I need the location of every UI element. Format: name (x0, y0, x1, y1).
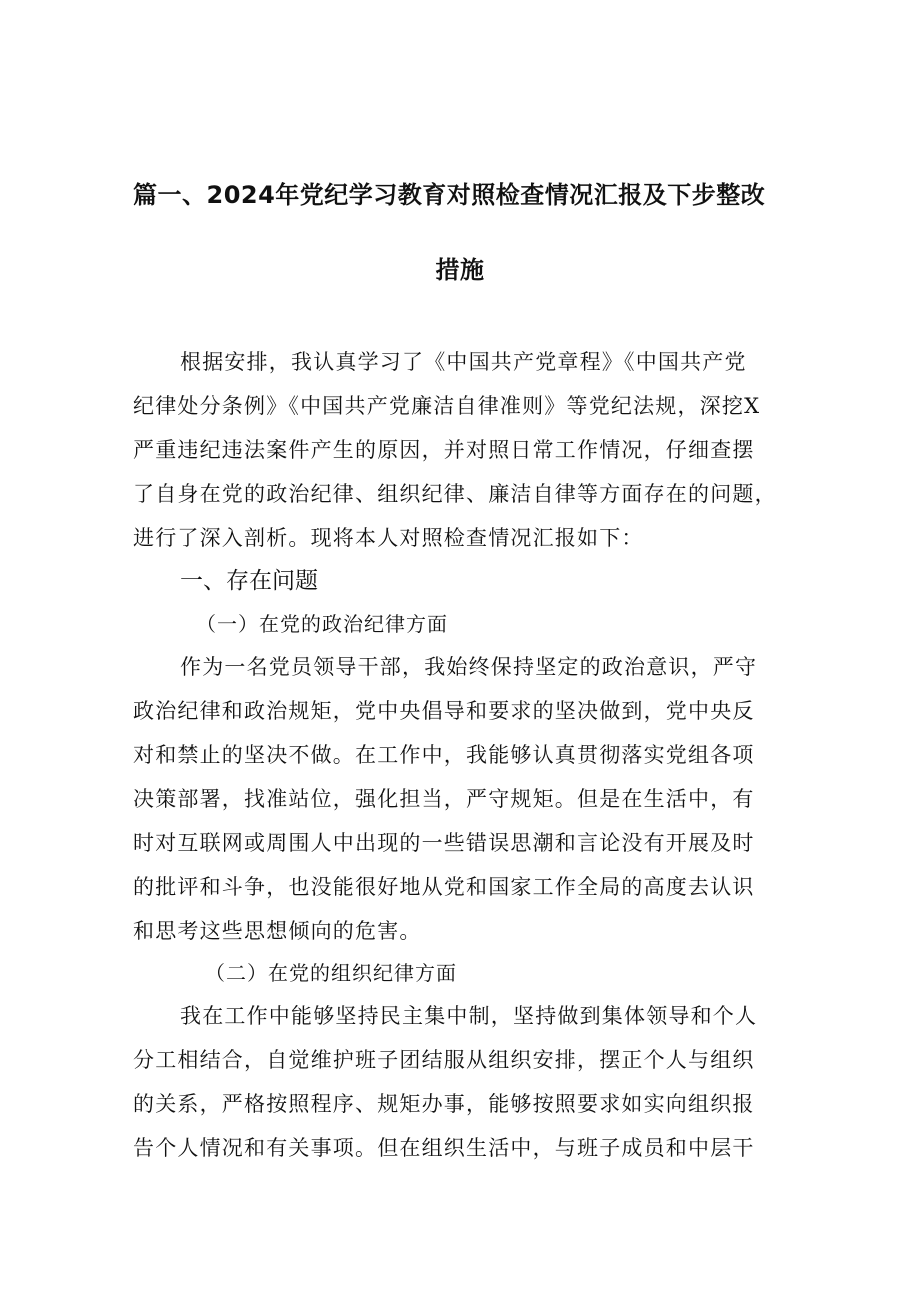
body-line: 决策部署，找准站位，强化担当，严守规矩。但是在生活中，有 (133, 787, 755, 811)
intro-line: 严重违纪违法案件产生的原因，并对照日常工作情况，仔细查摆 (133, 438, 755, 462)
body-line: 时对互联网或周围人中出现的一些错误思潮和言论没有开展及时 (133, 831, 755, 855)
document-title-line-2: 措施 (435, 256, 485, 284)
body-line: 的批评和斗争，也没能很好地从党和国家工作全局的高度去认识 (133, 875, 755, 899)
body-line: 和思考这些思想倾向的危害。 (133, 919, 422, 943)
intro-line: 根据安排，我认真学习了《中国共产党章程》《中国共产党 (180, 350, 747, 374)
intro-line: 进行了深入剖析。现将本人对照检查情况汇报如下： (133, 526, 644, 550)
intro-line: 了自身在党的政治纪律、组织纪律、廉洁自律等方面存在的问题， (133, 482, 777, 506)
subsection-heading: （二）在党的组织纪律方面 (205, 961, 457, 985)
body-line: 告个人情况和有关事项。但在组织生活中，与班子成员和中层干 (133, 1136, 755, 1160)
body-line: 的关系，严格按照程序、规矩办事，能够按照要求如实向组织报 (133, 1092, 755, 1116)
section-heading: 一、存在问题 (180, 568, 318, 594)
body-line: 我在工作中能够坚持民主集中制，坚持做到集体领导和个人 (180, 1004, 758, 1028)
subsection-heading: （一）在党的政治纪律方面 (196, 612, 448, 636)
body-line: 分工相结合，自觉维护班子团结服从组织安排，摆正个人与组织 (133, 1048, 755, 1072)
body-line: 政治纪律和政治规矩，党中央倡导和要求的坚决做到，党中央反 (133, 699, 755, 723)
document-title-line-1: 篇一、2024年党纪学习教育对照检查情况汇报及下步整改 (133, 181, 766, 209)
body-line: 对和禁止的坚决不做。在工作中，我能够认真贯彻落实党组各项 (133, 743, 755, 767)
body-line: 作为一名党员领导干部，我始终保持坚定的政治意识，严守 (180, 655, 758, 679)
intro-line: 纪律处分条例》《中国共产党廉洁自律准则》等党纪法规，深挖X (133, 394, 761, 418)
